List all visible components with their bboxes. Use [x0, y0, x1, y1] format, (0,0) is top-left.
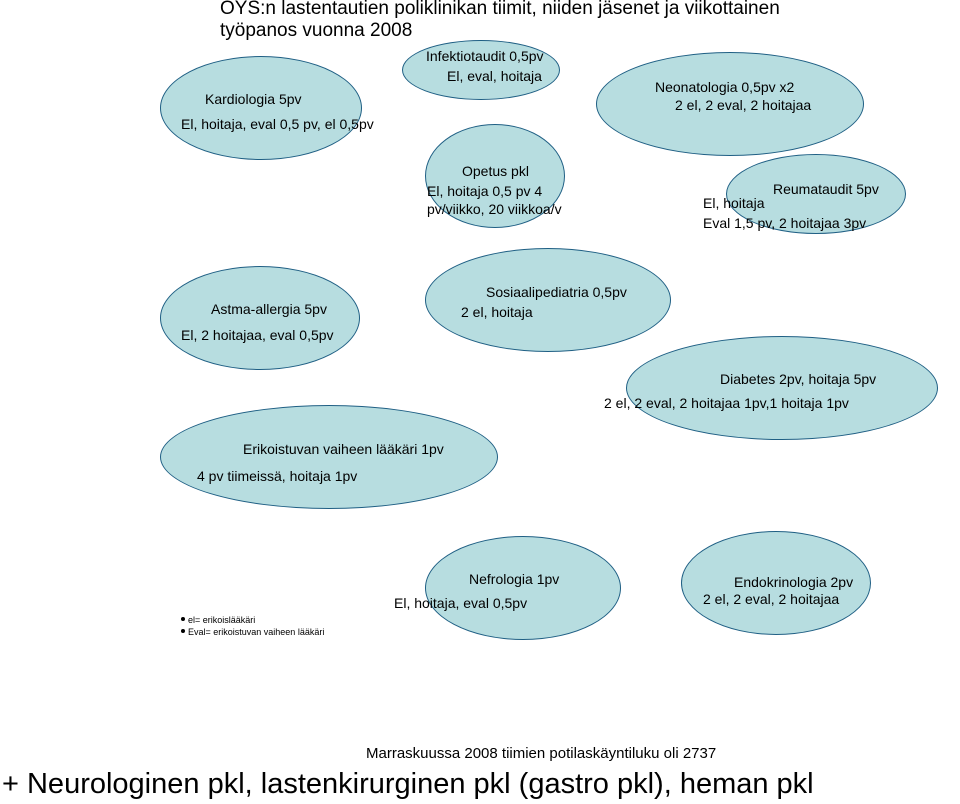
- team-name-erikoistuva: Erikoistuvan vaiheen lääkäri 1pv: [243, 441, 444, 457]
- legend-item: el= erikoislääkäri: [181, 614, 324, 626]
- team-name-diabetes: Diabetes 2pv, hoitaja 5pv: [720, 371, 877, 387]
- team-detail-kardiologia: El, hoitaja, eval 0,5 pv, el 0,5pv: [181, 116, 374, 132]
- team-detail-nefrologia: El, hoitaja, eval 0,5pv: [394, 595, 528, 611]
- team-detail-endokrinologia: 2 el, 2 eval, 2 hoitajaa: [703, 591, 840, 607]
- legend-item: Eval= erikoistuvan vaiheen lääkäri: [181, 626, 324, 638]
- page-title: OYS:n lastentautien poliklinikan tiimit, niiden jäsenet ja viikottainen työpanos vuonna 2008: [220, 0, 780, 41]
- team-ellipse-nefrologia: [425, 536, 621, 640]
- team-name-kardiologia: Kardiologia 5pv: [205, 91, 302, 107]
- team-ellipse-kardiologia: [160, 56, 362, 160]
- team-detail-reumataudit-1: El, hoitaja: [703, 195, 765, 211]
- team-detail-infektiotaudit: El, eval, hoitaja: [447, 68, 542, 84]
- team-ellipse-astma-allergia: [160, 266, 360, 370]
- team-name-sosiaalipediatria: Sosiaalipediatria 0,5pv: [486, 284, 627, 300]
- additional-clinics-note: + Neurologinen pkl, lastenkirurginen pkl (gastro pkl), heman pkl: [2, 768, 814, 800]
- team-ellipse-diabetes: [626, 336, 938, 440]
- team-name-nefrologia: Nefrologia 1pv: [469, 571, 560, 587]
- team-detail-sosiaalipediatria: 2 el, hoitaja: [461, 304, 533, 320]
- team-name-reumataudit: Reumataudit 5pv: [773, 181, 879, 197]
- visit-count-note: Marraskuussa 2008 tiimien potilaskäyntiluku oli 2737: [366, 745, 717, 762]
- team-name-neonatologia: Neonatologia 0,5pv x2: [655, 79, 795, 95]
- team-detail-diabetes: 2 el, 2 eval, 2 hoitajaa 1pv,1 hoitaja 1pv: [604, 395, 849, 411]
- team-detail-opetus-1: El, hoitaja 0,5 pv 4: [427, 183, 543, 199]
- abbreviation-legend: [181, 614, 324, 638]
- team-name-infektiotaudit: Infektiotaudit 0,5pv: [426, 48, 544, 64]
- team-detail-erikoistuva: 4 pv tiimeissä, hoitaja 1pv: [197, 468, 358, 484]
- team-detail-opetus-2: pv/viikko, 20 viikkoa/v: [427, 201, 562, 217]
- team-detail-astma-allergia: El, 2 hoitajaa, eval 0,5pv: [181, 327, 334, 343]
- team-name-endokrinologia: Endokrinologia 2pv: [734, 574, 854, 590]
- team-name-astma-allergia: Astma-allergia 5pv: [211, 301, 327, 317]
- team-detail-reumataudit-2: Eval 1,5 pv, 2 hoitajaa 3pv: [703, 215, 867, 231]
- team-name-opetus: Opetus pkl: [462, 163, 529, 179]
- team-detail-neonatologia: 2 el, 2 eval, 2 hoitajaa: [675, 97, 812, 113]
